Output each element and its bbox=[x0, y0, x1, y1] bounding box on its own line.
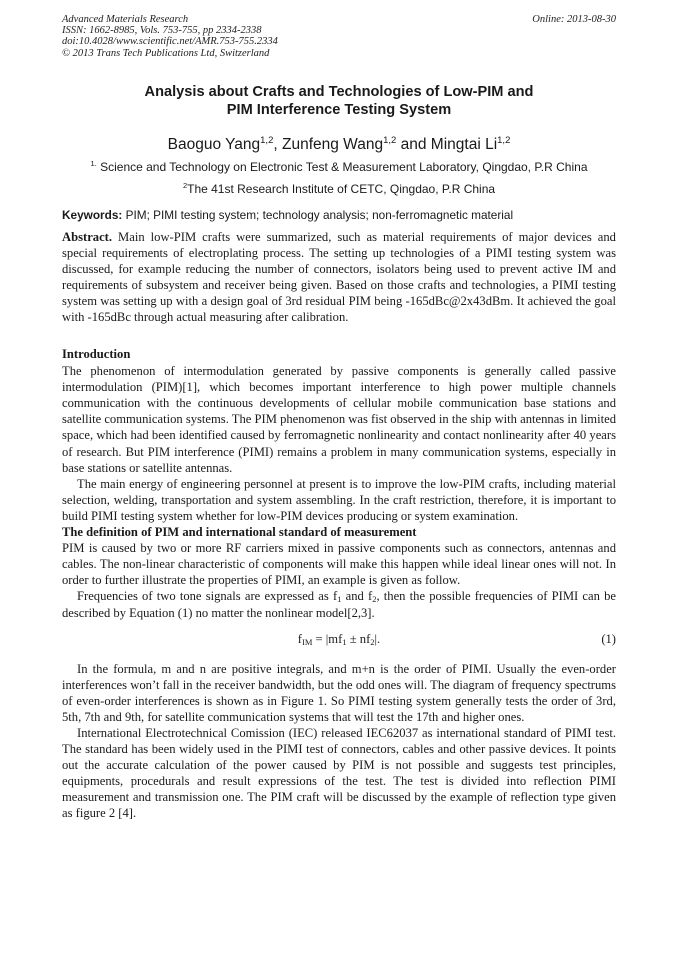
author-name: Mingtai Li bbox=[430, 136, 498, 154]
definition-paragraph-3: In the formula, m and n are positive integrals, and m+n is the order of PIMI. Usually the even-order interferences won’t fall in the receiver bandwidth, but the odd ones will. The diagram of frequency spectrums of even-order interferences is shown as in Figure 1. So PIMI testing system generally tests the order of 3rd, 5th, 7th and 9th, for satellite communication systems that will test the 17th and higher ones. bbox=[62, 661, 616, 724]
issn-line: ISSN: 1662-8985, Vols. 753-755, pp 2334-2338 bbox=[62, 25, 262, 37]
affiliation-1 bbox=[62, 156, 616, 175]
introduction-paragraph-1: The phenomenon of intermodulation generated by passive components is generally called passive intermodulation (PIM)[1], which becomes important interference to high power multiple channels communication with the continuous developments of cellular mobile communication base stations and satellite communication systems. The PIM phenomenon was fist observed in the ship with antennas in limited space, which had been identified caused by ferromagnetic nonlinearity and contact nonlinearity after 40 years of research. But PIM interference (PIMI) remains a problem in many communication systems, especially in base stations or satellite antennas. bbox=[62, 364, 616, 475]
keywords-label: Keywords: bbox=[62, 208, 123, 222]
abstract-label: Abstract. bbox=[62, 230, 113, 244]
author-affiliation-mark: 1,2 bbox=[497, 135, 511, 146]
keywords-text: PIM; PIMI testing system; technology analysis; non-ferromagnetic material bbox=[125, 208, 514, 222]
journal-header bbox=[62, 14, 616, 59]
online-date: Online: 2013-08-30 bbox=[532, 14, 616, 25]
author-affiliation-mark: 1,2 bbox=[260, 135, 274, 146]
author-list bbox=[62, 131, 616, 155]
affiliation-2 bbox=[62, 178, 616, 197]
definition-paragraph-1: PIM is caused by two or more RF carriers mixed in passive components such as connectors, antennas and cables. The non-linear characteristic of components will make this happen while ideal linear ones will not. In order to further illustrate the properties of PIMI, an example is given as follow. bbox=[62, 541, 616, 588]
keywords bbox=[62, 208, 616, 222]
abstract bbox=[62, 229, 616, 326]
doi-line: doi:10.4028/www.scientific.net/AMR.753-755.2334 bbox=[62, 36, 278, 48]
equation-formula: $f_{IM} = |mf_1 \pm nf_2|$. bbox=[297, 631, 381, 647]
author-affiliation-mark: 1,2 bbox=[383, 135, 397, 146]
paper-title bbox=[62, 83, 616, 119]
abstract-text: Main low-PIM crafts were summarized, such as material requirements of major devices and special requirements of electroplating process. The setting up technologies of a PIMI testing system was discussed, for example reducing the number of connectors, isolators being used to prevent active IM and requirements of subsystem and receiver being given. Based on those crafts and technologies, a PIMI testing system was setting up with a design goal of 3rd residual PIM being -165dBc@2x43dBm. It achieved the goal with -165dBc through actual measuring after calibration. bbox=[62, 230, 616, 325]
introduction-heading: Introduction bbox=[62, 347, 131, 361]
affiliation-mark: 2 bbox=[182, 181, 188, 190]
journal-name: Advanced Materials Research bbox=[62, 14, 189, 25]
title-line-2: PIM Interference Testing System bbox=[226, 102, 452, 118]
main-text bbox=[62, 346, 616, 822]
affiliation-text: Science and Technology on Electronic Test & Measurement Laboratory, Qingdao, P.R China bbox=[100, 160, 588, 174]
equation-1 bbox=[62, 627, 616, 653]
affiliation-mark: 1. bbox=[90, 159, 97, 168]
definition-paragraph-4: International Electrotechnical Comission (IEC) released IEC62037 as international standard of PIMI test. The standard has been widely used in the PIMI test of connectors, cables and other passive devices. It points out the accurate calculation of the power caused by PIM is not possible and suggests test principles, equipments, procedurals and result expressions of the test. The test is divided into reflection PIMI measurement and transmission one. The PIM craft will be discussed by the example of reflection type given as figure 2 [4]. bbox=[62, 725, 616, 821]
author-separator: , bbox=[273, 136, 282, 154]
definition-paragraph-2: Frequencies of two tone signals are expressed as $f_1$ and $f_2$, then the possible frequencies of PIMI can be described by Equation (1) no matter the nonlinear model[2,3]. bbox=[62, 589, 616, 620]
definition-heading: The definition of PIM and international standard of measurement bbox=[62, 525, 417, 540]
title-line-1: Analysis about Crafts and Technologies of Low-PIM and bbox=[144, 84, 534, 100]
equation-number: (1) bbox=[601, 631, 616, 646]
author-name: Baoguo Yang bbox=[167, 136, 261, 154]
author-separator: and bbox=[396, 136, 431, 154]
author-name: Zunfeng Wang bbox=[281, 136, 384, 154]
introduction-paragraph-2: The main energy of engineering personnel at present is to improve the low-PIM crafts, including material selection, welding, transportation and system assembling. In the craft restriction, therefore, it is important to build PIMI testing system whether for low-PIM devices producing or system examination. bbox=[62, 476, 616, 523]
copyright-line: © 2013 Trans Tech Publications Ltd, Switzerland bbox=[62, 47, 270, 59]
affiliation-text: The 41st Research Institute of CETC, Qingdao, P.R China bbox=[187, 182, 496, 196]
